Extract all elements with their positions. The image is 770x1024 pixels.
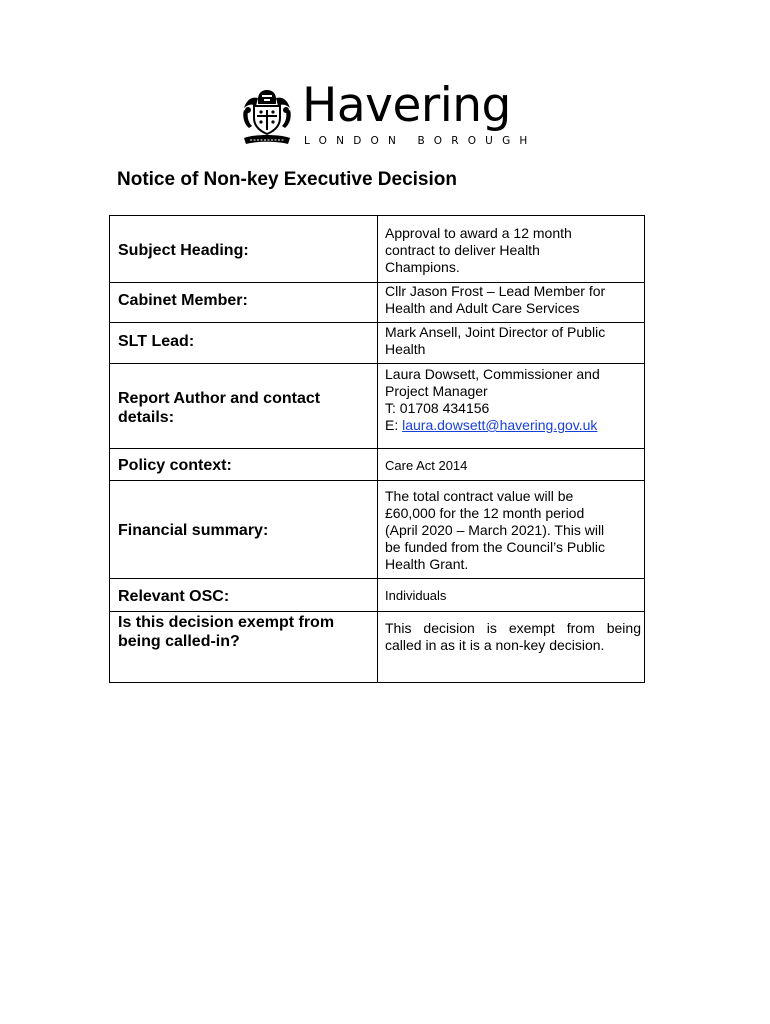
subject-line: Champions. xyxy=(385,259,460,275)
report-author-label xyxy=(118,389,368,427)
exempt-line: This decision is exempt from being xyxy=(385,620,641,636)
financial-line: The total contract value will be xyxy=(385,488,574,504)
financial-line: be funded from the Council’s Public xyxy=(385,539,605,555)
slt-line: Mark Ansell, Joint Director of Public xyxy=(385,324,606,340)
subject-line: Approval to award a 12 month xyxy=(385,225,572,241)
logo-wordmark: Havering xyxy=(302,78,511,133)
decision-table xyxy=(109,215,645,683)
policy-context-value: Care Act 2014 xyxy=(385,458,468,473)
exempt-question-label xyxy=(118,613,368,651)
cabinet-member-label: Cabinet Member: xyxy=(118,292,248,309)
author-label-line: details: xyxy=(118,409,175,426)
row-divider xyxy=(110,480,644,481)
email-prefix: E: xyxy=(385,417,403,433)
exempt-label-line: being called-in? xyxy=(118,633,240,650)
author-line: Laura Dowsett, Commissioner and xyxy=(385,366,600,382)
financial-summary-value xyxy=(385,488,641,573)
report-author-value xyxy=(385,366,641,434)
row-divider xyxy=(110,322,644,323)
document-title: Notice of Non-key Executive Decision xyxy=(117,169,457,190)
cabinet-line: Cllr Jason Frost – Lead Member for xyxy=(385,283,606,299)
slt-line: Health xyxy=(385,341,426,357)
policy-context-label: Policy context: xyxy=(118,457,232,474)
slt-lead-value xyxy=(385,324,641,358)
column-divider xyxy=(377,216,378,682)
financial-summary-label: Financial summary: xyxy=(118,522,269,539)
financial-line: £60,000 for the 12 month period xyxy=(385,505,585,521)
row-divider xyxy=(110,578,644,579)
cabinet-line: Health and Adult Care Services xyxy=(385,300,580,316)
exempt-line: called in as it is a non-key decision. xyxy=(385,637,605,653)
subject-line: contract to deliver Health xyxy=(385,242,540,258)
cabinet-member-value xyxy=(385,283,641,317)
row-divider xyxy=(110,363,644,364)
slt-lead-label: SLT Lead: xyxy=(118,333,195,350)
financial-line: Health Grant. xyxy=(385,556,469,572)
exempt-label-line: Is this decision exempt from xyxy=(118,614,335,631)
author-phone: T: 01708 434156 xyxy=(385,400,490,416)
havering-logo xyxy=(240,78,537,148)
financial-line: (April 2020 – March 2021). This will xyxy=(385,522,605,538)
relevant-osc-value: Individuals xyxy=(385,588,447,603)
author-email-line xyxy=(385,417,641,434)
relevant-osc-label: Relevant OSC: xyxy=(118,588,230,605)
row-divider xyxy=(110,448,644,449)
borough-crest-icon xyxy=(240,86,294,148)
logo-subline: LONDON BOROUGH xyxy=(304,135,537,147)
subject-heading-label: Subject Heading: xyxy=(118,242,249,259)
exempt-answer-value xyxy=(385,620,641,654)
author-email-link[interactable]: laura.dowsett@havering.gov.uk xyxy=(402,417,598,433)
author-label-line: Report Author and contact xyxy=(118,390,321,407)
author-line: Project Manager xyxy=(385,383,488,399)
subject-heading-value xyxy=(385,225,641,276)
row-divider xyxy=(110,611,644,612)
